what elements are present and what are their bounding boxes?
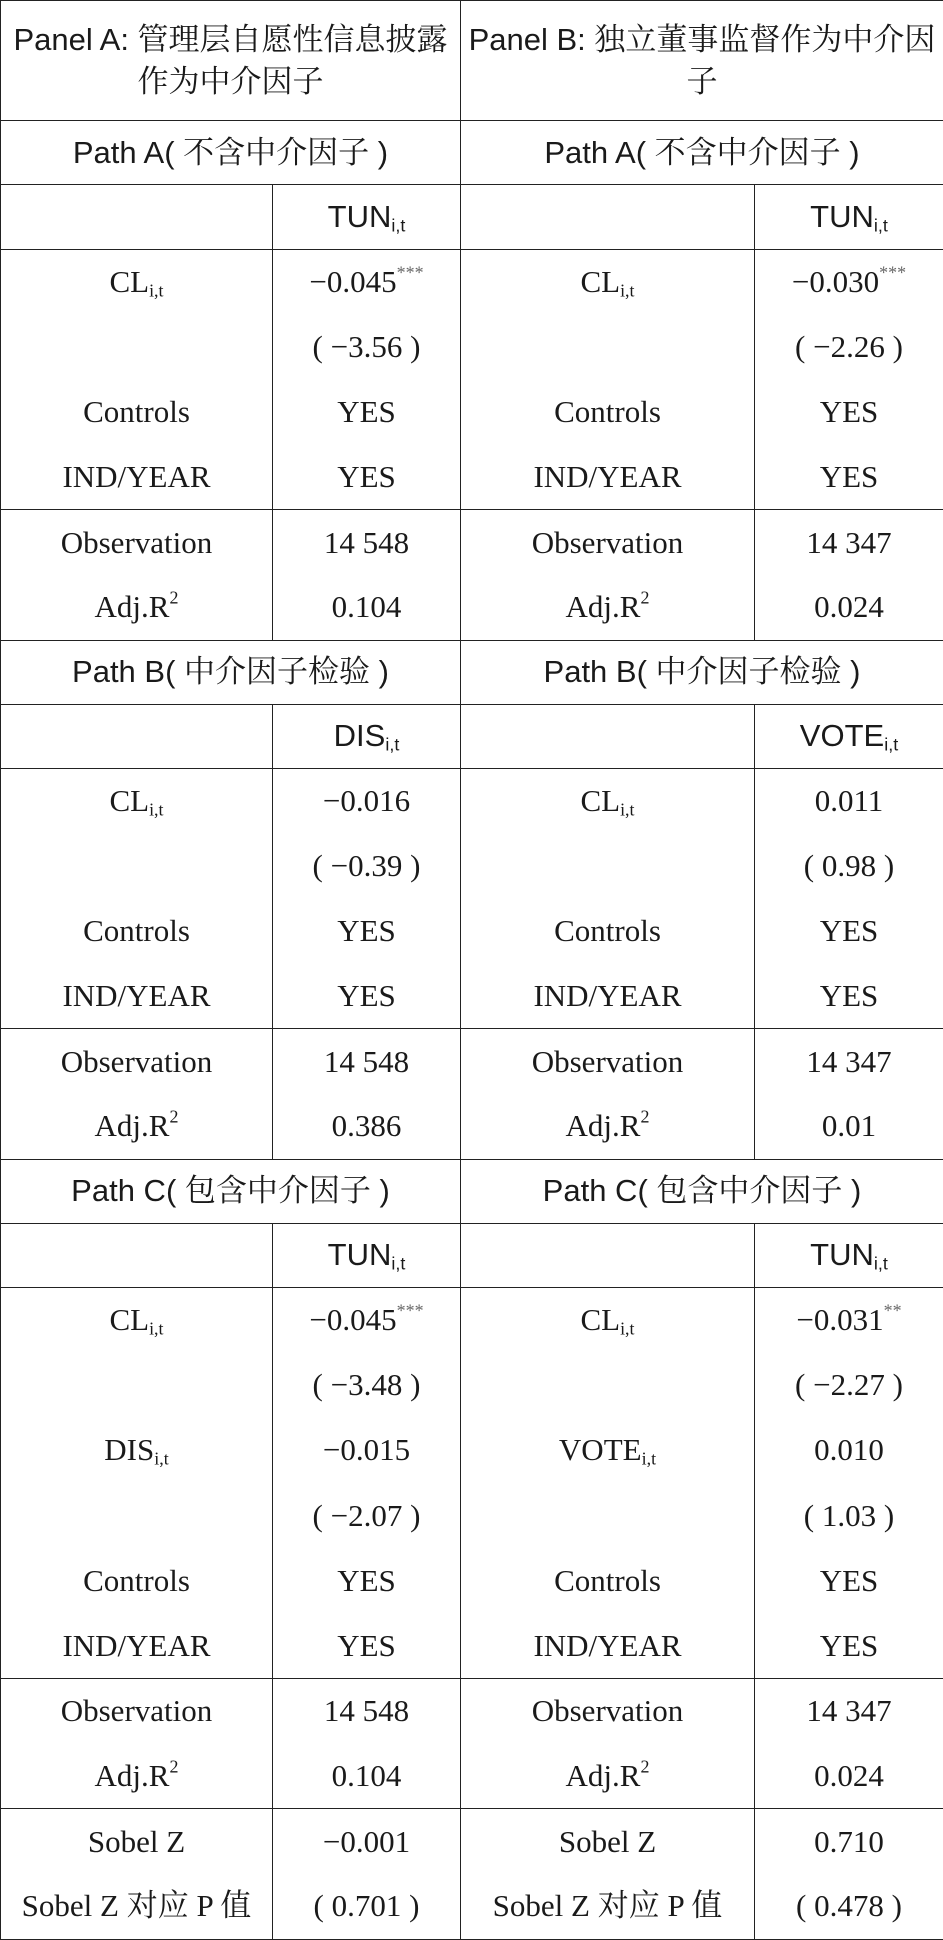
cell-text: −0.031 (796, 1302, 884, 1338)
cell-text: 0.024 (814, 1757, 884, 1793)
panel-a-value-cell (273, 1418, 461, 1483)
path-header-row (1, 121, 943, 185)
panel-a-label-cell (1, 1613, 273, 1678)
cell-text: ( 0.478 ) (796, 1888, 902, 1924)
panel-a-value-cell (273, 445, 461, 510)
cell-text: 14 347 (806, 1693, 892, 1729)
cell-text: YES (337, 458, 396, 494)
panel-b-label-cell (461, 834, 755, 899)
superscript: 2 (169, 587, 179, 608)
panel-a-label-cell (1, 1094, 273, 1159)
significance-stars: *** (879, 262, 907, 283)
sobel-test-row (1, 1809, 943, 1874)
dependent-variable-row (1, 185, 943, 249)
cell-text: 14 548 (323, 524, 410, 560)
cell-text: YES (337, 393, 396, 429)
variable-subscript: i,t (154, 1448, 169, 1469)
panel-b-value-cell (755, 249, 943, 314)
panel-b-blank-cell (461, 704, 755, 768)
panel-a-value-cell (273, 1029, 461, 1094)
panel-b-value-cell (755, 1613, 943, 1678)
cell-text: −0.045 (309, 1302, 397, 1338)
cell-text: IND/YEAR (62, 458, 211, 494)
cell-text: IND/YEAR (62, 978, 211, 1014)
panel-a-path-title: Path B( 中介因子检验 ) (1, 640, 461, 704)
variable-name: CL (109, 783, 150, 819)
cell-text: −0.030 (791, 263, 880, 299)
cell-text: Adj.R (94, 1757, 170, 1793)
panel-b-dependent-variable (755, 185, 943, 249)
variable-name: TUN (327, 1237, 392, 1273)
panel-b-header: Panel B: 独立董事监督作为中介因子 (461, 1, 943, 121)
panel-b-value-cell (755, 1809, 943, 1874)
panel-a-path-title: Path C( 包含中介因子 ) (1, 1159, 461, 1223)
panel-a-value-cell (273, 1874, 461, 1939)
panel-a-label-cell (1, 510, 273, 575)
path-header-row (1, 640, 943, 704)
panel-b-label-cell (461, 1613, 755, 1678)
superscript: 2 (169, 1756, 179, 1777)
statistics-row (1, 1679, 943, 1744)
cell-text: Observation (531, 524, 684, 560)
superscript: 2 (640, 587, 650, 608)
coefficient-row (1, 314, 943, 379)
panel-a-value-cell (273, 1744, 461, 1809)
cell-text: Sobel Z (87, 1823, 186, 1859)
cell-text: YES (337, 978, 396, 1014)
cell-text: YES (337, 1627, 396, 1663)
superscript: 2 (640, 1106, 650, 1127)
panel-a-label-cell (1, 445, 273, 510)
variable-subscript: i,t (873, 1253, 888, 1274)
panel-a-dependent-variable (273, 1223, 461, 1287)
panel-b-dependent-variable (755, 1223, 943, 1287)
variable-name: TUN (810, 198, 874, 234)
variable-name: TUN (327, 198, 392, 234)
panel-b-label-cell (461, 964, 755, 1029)
cell-text: −0.016 (322, 783, 411, 819)
panel-a-blank-cell (1, 704, 273, 768)
panel-b-value-cell (755, 1353, 943, 1418)
panel-a-label-cell (1, 1809, 273, 1874)
cell-text: ( −2.26 ) (795, 328, 903, 364)
panel-a-label-cell (1, 834, 273, 899)
panel-b-path-title: Path A( 不含中介因子 ) (461, 121, 943, 185)
variable-subscript: i,t (641, 1448, 657, 1469)
panel-a-label-cell (1, 249, 273, 314)
variable-subscript: i,t (149, 799, 164, 820)
panel-a-label-cell (1, 575, 273, 640)
panel-b-path-title: Path C( 包含中介因子 ) (461, 1159, 943, 1223)
variable-name: TUN (810, 1237, 874, 1273)
cell-text: 0.024 (814, 589, 884, 625)
coefficient-row (1, 834, 943, 899)
cell-text: YES (819, 913, 879, 949)
panel-b-value-cell (755, 1548, 943, 1613)
variable-subscript: i,t (149, 1318, 164, 1339)
panel-b-label-cell (461, 1679, 755, 1744)
cell-text: 0.386 (331, 1108, 402, 1144)
statistics-row (1, 1094, 943, 1159)
panel-a-value-cell (273, 1288, 461, 1353)
panel-a-value-cell (273, 1353, 461, 1418)
panel-b-label-cell (461, 1418, 755, 1483)
variable-name: VOTE (799, 718, 885, 754)
panel-b-value-cell (755, 314, 943, 379)
panel-b-value-cell (755, 834, 943, 899)
cell-text: Observation (60, 1043, 213, 1079)
coefficient-row (1, 899, 943, 964)
variable-subscript: i,t (620, 799, 635, 820)
cell-text: 0.01 (821, 1108, 877, 1144)
panel-b-label-cell (461, 1353, 755, 1418)
path-header-row (1, 1159, 943, 1223)
panel-b-value-cell (755, 510, 943, 575)
cell-text: ( 0.98 ) (803, 848, 895, 884)
panel-a-value-cell (273, 314, 461, 379)
panel-a-value-cell (273, 768, 461, 833)
cell-text: ( −3.56 ) (312, 328, 421, 364)
panel-a-label-cell (1, 1029, 273, 1094)
coefficient-row (1, 1483, 943, 1548)
cell-text: Controls (554, 913, 661, 949)
coefficient-row (1, 1548, 943, 1613)
variable-name: CL (109, 1302, 150, 1338)
panel-header-row (1, 1, 943, 121)
panel-b-label-cell (461, 1288, 755, 1353)
panel-b-value-cell (755, 1679, 943, 1744)
panel-a-label-cell (1, 1679, 273, 1744)
panel-a-label-cell (1, 314, 273, 379)
cell-text: YES (819, 393, 879, 429)
panel-a-value-cell (273, 379, 461, 444)
panel-b-value-cell (755, 379, 943, 444)
cell-text: YES (819, 1627, 879, 1663)
variable-subscript: i,t (385, 734, 400, 755)
variable-name: DIS (333, 718, 386, 754)
cell-text: YES (337, 1562, 396, 1598)
table-body (1, 1, 943, 1940)
cell-text: Controls (83, 1562, 190, 1598)
dependent-variable-row (1, 704, 943, 768)
variable-subscript: i,t (149, 280, 164, 301)
panel-a-label-cell (1, 1288, 273, 1353)
cell-text: YES (819, 458, 879, 494)
variable-subscript: i,t (391, 1253, 406, 1274)
variable-name: CL (580, 1302, 621, 1338)
cell-text: Controls (83, 393, 190, 429)
coefficient-row (1, 379, 943, 444)
variable-subscript: i,t (620, 280, 635, 301)
statistics-row (1, 510, 943, 575)
cell-text: YES (819, 1562, 879, 1598)
significance-stars: *** (396, 262, 424, 283)
cell-text: ( 1.03 ) (803, 1497, 895, 1533)
cell-text: Controls (554, 1562, 661, 1598)
panel-a-value-cell (273, 510, 461, 575)
panel-b-value-cell (755, 1874, 943, 1939)
sobel-test-row (1, 1874, 943, 1939)
cell-text: ( −2.27 ) (795, 1367, 903, 1403)
variable-name: CL (109, 263, 150, 299)
panel-b-label-cell (461, 379, 755, 444)
cell-text: Sobel Z (558, 1823, 657, 1859)
cell-text: 0.011 (814, 783, 884, 819)
panel-a-blank-cell (1, 1223, 273, 1287)
cell-text: −0.001 (322, 1823, 411, 1859)
panel-b-blank-cell (461, 1223, 755, 1287)
cell-text: ( −3.48 ) (312, 1367, 421, 1403)
cell-text: ( −0.39 ) (312, 848, 421, 884)
cell-text: IND/YEAR (533, 458, 682, 494)
cell-text: 14 347 (806, 1043, 892, 1079)
panel-b-value-cell (755, 1744, 943, 1809)
panel-a-value-cell (273, 964, 461, 1029)
panel-a-label-cell (1, 1744, 273, 1809)
cell-text: IND/YEAR (62, 1627, 211, 1663)
panel-b-label-cell (461, 314, 755, 379)
dependent-variable-row (1, 1223, 943, 1287)
cell-text: Observation (531, 1043, 684, 1079)
cell-text: Adj.R (94, 589, 170, 625)
panel-b-label-cell (461, 899, 755, 964)
coefficient-row (1, 1418, 943, 1483)
superscript: 2 (169, 1106, 179, 1127)
variable-name: VOTE (558, 1432, 642, 1468)
panel-a-header: Panel A: 管理层自愿性信息披露作为中介因子 (1, 1, 461, 121)
statistics-row (1, 1029, 943, 1094)
panel-a-value-cell (273, 834, 461, 899)
statistics-row (1, 1744, 943, 1809)
panel-b-label-cell (461, 1744, 755, 1809)
variable-subscript: i,t (620, 1318, 635, 1339)
cell-text: Observation (531, 1693, 684, 1729)
panel-b-label-cell (461, 768, 755, 833)
panel-b-label-cell (461, 445, 755, 510)
coefficient-row (1, 1613, 943, 1678)
panel-b-label-cell (461, 1809, 755, 1874)
panel-b-value-cell (755, 1483, 943, 1548)
variable-name: CL (580, 783, 621, 819)
panel-a-value-cell (273, 1809, 461, 1874)
panel-a-label-cell (1, 1353, 273, 1418)
panel-a-value-cell (273, 1548, 461, 1613)
cell-text: 14 548 (323, 1693, 410, 1729)
panel-a-label-cell (1, 899, 273, 964)
cell-text: 0.104 (331, 589, 402, 625)
cell-text: YES (819, 978, 879, 1014)
coefficient-row (1, 445, 943, 510)
panel-a-value-cell (273, 249, 461, 314)
cell-text: Adj.R (565, 1108, 641, 1144)
cell-text: Adj.R (565, 589, 641, 625)
panel-a-dependent-variable (273, 704, 461, 768)
cell-text: −0.015 (322, 1432, 411, 1468)
cell-text: 0.010 (814, 1432, 884, 1468)
cell-text: Sobel Z 对应 P 值 (21, 1888, 252, 1924)
panel-b-label-cell (461, 1483, 755, 1548)
panel-b-value-cell (755, 1029, 943, 1094)
panel-b-value-cell (755, 768, 943, 833)
variable-name: CL (580, 263, 621, 299)
cell-text: ( 0.701 ) (313, 1888, 420, 1924)
panel-b-label-cell (461, 1548, 755, 1613)
panel-b-blank-cell (461, 185, 755, 249)
cell-text: Observation (60, 1693, 213, 1729)
significance-stars: *** (396, 1300, 424, 1321)
panel-b-label-cell (461, 510, 755, 575)
cell-text: Observation (60, 524, 213, 560)
panel-b-path-title: Path B( 中介因子检验 ) (461, 640, 943, 704)
panel-b-value-cell (755, 1418, 943, 1483)
cell-text: Controls (83, 913, 190, 949)
significance-stars: ** (883, 1300, 902, 1321)
cell-text: ( −2.07 ) (312, 1497, 421, 1533)
panel-b-label-cell (461, 1094, 755, 1159)
panel-a-label-cell (1, 1548, 273, 1613)
superscript: 2 (640, 1756, 650, 1777)
panel-b-dependent-variable (755, 704, 943, 768)
coefficient-row (1, 964, 943, 1029)
panel-a-label-cell (1, 1874, 273, 1939)
cell-text: 0.710 (814, 1823, 884, 1859)
panel-b-label-cell (461, 575, 755, 640)
cell-text: 0.104 (331, 1757, 402, 1793)
coefficient-row (1, 249, 943, 314)
panel-b-value-cell (755, 445, 943, 510)
variable-subscript: i,t (873, 215, 888, 236)
panel-a-value-cell (273, 1094, 461, 1159)
statistics-row (1, 575, 943, 640)
variable-name: DIS (104, 1432, 155, 1468)
panel-a-label-cell (1, 964, 273, 1029)
panel-a-label-cell (1, 379, 273, 444)
cell-text: Adj.R (565, 1757, 641, 1793)
variable-subscript: i,t (391, 215, 406, 236)
panel-b-label-cell (461, 1874, 755, 1939)
panel-b-value-cell (755, 964, 943, 1029)
cell-text: Controls (554, 393, 661, 429)
panel-a-blank-cell (1, 185, 273, 249)
panel-b-value-cell (755, 1288, 943, 1353)
coefficient-row (1, 1353, 943, 1418)
panel-b-value-cell (755, 575, 943, 640)
panel-a-dependent-variable (273, 185, 461, 249)
panel-a-path-title: Path A( 不含中介因子 ) (1, 121, 461, 185)
cell-text: Sobel Z 对应 P 值 (492, 1888, 723, 1924)
panel-b-label-cell (461, 249, 755, 314)
panel-b-value-cell (755, 899, 943, 964)
cell-text: Adj.R (94, 1108, 170, 1144)
cell-text: −0.045 (309, 263, 397, 299)
coefficient-row (1, 768, 943, 833)
panel-a-value-cell (273, 1483, 461, 1548)
panel-a-value-cell (273, 899, 461, 964)
cell-text: 14 347 (806, 524, 892, 560)
cell-text: YES (337, 913, 396, 949)
coefficient-row (1, 1288, 943, 1353)
panel-b-label-cell (461, 1029, 755, 1094)
panel-a-label-cell (1, 1483, 273, 1548)
panel-a-value-cell (273, 575, 461, 640)
cell-text: 14 548 (323, 1043, 410, 1079)
variable-subscript: i,t (884, 734, 899, 755)
panel-a-label-cell (1, 768, 273, 833)
cell-text: IND/YEAR (533, 978, 682, 1014)
panel-b-value-cell (755, 1094, 943, 1159)
panel-a-value-cell (273, 1613, 461, 1678)
panel-a-label-cell (1, 1418, 273, 1483)
cell-text: IND/YEAR (533, 1627, 682, 1663)
panel-a-value-cell (273, 1679, 461, 1744)
